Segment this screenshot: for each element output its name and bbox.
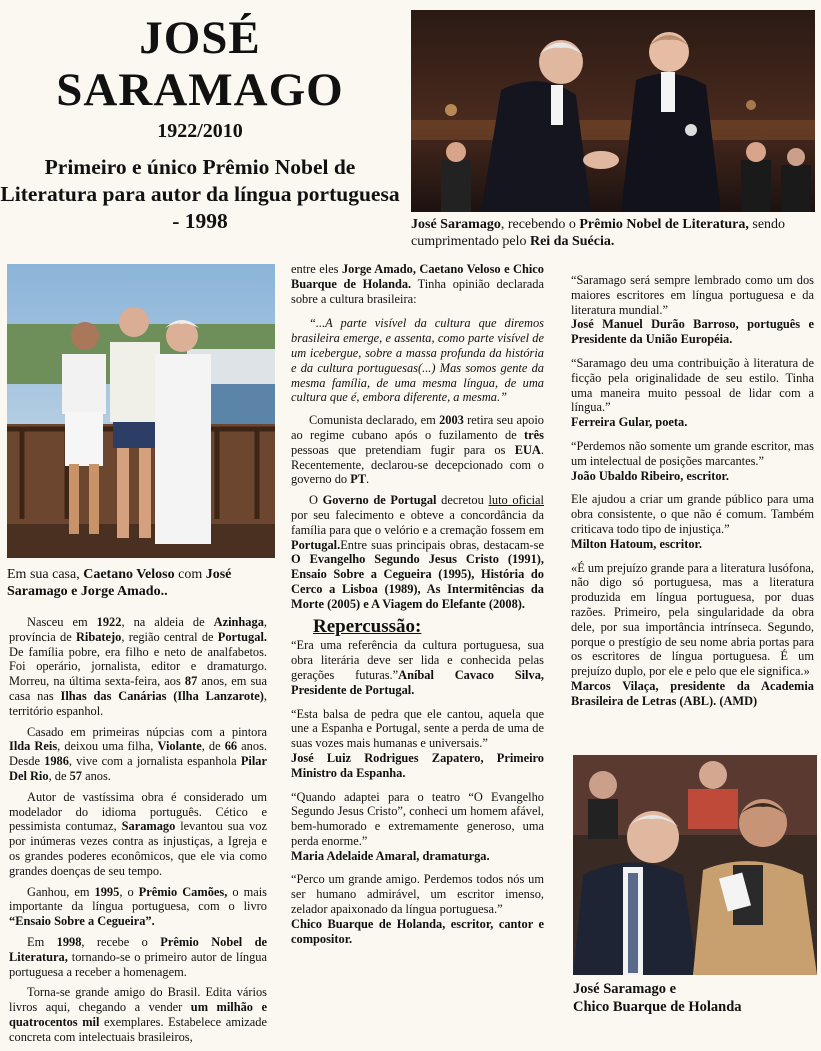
page-title-last: SARAMAGO bbox=[56, 64, 344, 116]
reaction-quote: “Esta balsa de pedra que ele cantou, aquela que une a Espanha e Portugal, sente a perda de uma de suas vozes mais humanas e universais.” José Luiz Rodrigues Zapatero, Primeiro Ministro da Espanha. bbox=[291, 706, 544, 780]
nobel-photo-caption: José Saramago, recebendo o Prêmio Nobel de Literatura, sendo cumprimentado pelo Rei da Suécia. bbox=[411, 217, 786, 249]
politics-paragraph: Comunista declarado, em 2003 retira seu apoio ao regime cubano após o fuzilamento de três pessoas que pretendiam fugir para os EUA. Recentemente, declarou-se decepcionado com o governo do PT. bbox=[291, 413, 544, 487]
bio-paragraph: Torna-se grande amigo do Brasil. Edita vários livros aqui, chegando a vender um milhão e quatrocentos mil exemplares. Estabelece amizade concreta com intelectuais brasileiros, bbox=[9, 985, 267, 1044]
saramago-chico-photo bbox=[573, 755, 817, 975]
reaction-quote: “Saramago será sempre lembrado como um dos maiores escritores em língua portuguesa e da literatura mundial.” José Manuel Durão Barroso, português e Presidente da União Européia. bbox=[571, 273, 814, 347]
reaction-quote: “Era uma referência da cultura portuguesa, sua obra literária deve ser lida e conhecida pelas gerações futuras.”Aníbal Cavaco Silva, Presidente de Portugal. bbox=[291, 638, 544, 697]
bio-paragraph: Ganhou, em 1995, o Prêmio Camões, o mais importante da língua portuguesa, com o livro “Ensaio Sobre a Cegueira”. bbox=[9, 884, 267, 929]
works-paragraph: O Governo de Portugal decretou luto oficial por seu falecimento e obteve a concordância da família para que o velório e a cremação fossem em Portugal.Entre suas principais obras, destacam-se O Evangelho Segundo Jesus Cristo (1991), Ensaio Sobre a Cegueira (1995), História do Cerco a Lisboa (1989), As Intermitências da Morte (2005) e A Viagem do Elefante (2008). bbox=[291, 493, 544, 611]
biography-column bbox=[9, 615, 267, 1051]
reaction-quote: “Perco um grande amigo. Perdemos todos nós um ser humano admirável, um escritor imenso, zelador apaixonado da língua portuguesa.” Chico Buarque de Holanda, escritor, cantor e compositor. bbox=[291, 872, 544, 946]
reaction-quote: «É um prejuízo grande para a literatura lusófona, não digo só portuguesa, mas a literatura produzida em língua portuguesa, por duas razões. Primeiro, pela singularidade da obra dele, por sua importância intrínseca. Segundo, porque o prestígio de seu nome abria portas para os escritores de língua portuguesa. É um prejuízo duplo, por ele e pelo que ele significa.» Marcos Vilaça, presidente da Academia Brasileira de Letras (ABL). (AMD) bbox=[571, 560, 814, 708]
reaction-quote: “Quando adaptei para o teatro “O Evangelho Segundo Jesus Cristo”, conheci um homem afável, bem-humorado e extremamente generoso, uma perda enorme.” Maria Adelaide Amaral, dramaturga. bbox=[291, 789, 544, 863]
bio-paragraph: Em 1998, recebe o Prêmio Nobel de Literatura, tornando-se o primeiro autor de língua portuguesa a receber a homenagem. bbox=[9, 934, 267, 979]
repercussion-heading: Repercussão: bbox=[313, 615, 422, 637]
home-photo-caption: Em sua casa, Caetano Veloso com José Saramago e Jorge Amado.. bbox=[7, 567, 232, 599]
home-photo bbox=[7, 264, 275, 558]
chico-photo-caption: José Saramago e Chico Buarque de Holanda bbox=[573, 981, 742, 1015]
reaction-quote: “Perdemos não somente um grande escritor, mas um intelectual de posições marcantes.” João Ubaldo Ribeiro, escritor. bbox=[571, 438, 814, 483]
nobel-ceremony-photo bbox=[411, 10, 815, 212]
friends-paragraph: entre eles Jorge Amado, Caetano Veloso e Chico Buarque de Holanda. Tinha opinião declarada sobre a cultura brasileira: bbox=[291, 262, 544, 306]
life-years: 1922/2010 bbox=[157, 120, 243, 142]
culture-quote: “...A parte visível da cultura que diremos brasileira emerge, e assenta, como parte visível de um icebergue, sobre a massa profunda da história e da cultura portuguesas(...) Mas somos gente da mesma família, de uma mesma língua, de uma cultura que é, embora diferente, a mesma.” bbox=[291, 316, 544, 405]
bio-paragraph: Casado em primeiras núpcias com a pintora Ilda Reis, deixou uma filha, Violante, de 66 anos. Desde 1986, vive com a jornalista espanhola Pilar Del Rio, de 57 anos. bbox=[9, 724, 267, 783]
page-subtitle: Primeiro e único Prêmio Nobel de Literatura para autor da língua portuguesa - 1998 bbox=[0, 155, 400, 233]
right-column bbox=[571, 273, 814, 718]
page-title-first: JOSÉ bbox=[139, 12, 261, 64]
bio-paragraph: Autor de vastíssima obra é considerado um modelador do idioma português. Cético e pessimista contumaz, Saramago levantou sua voz por inúmeras vezes contra as injustiças, a Igreja e os grandes poderes econômicos, que ele via como grandes doenças de seu tempo. bbox=[9, 789, 267, 878]
reaction-quote: “Saramago deu uma contribuição à literatura de ficção pela originalidade de seu estilo. Tinha uma maneira muito pessoal de lidar com a língua.” Ferreira Gular, poeta. bbox=[571, 355, 814, 430]
middle-column bbox=[291, 262, 544, 955]
bio-paragraph: Nasceu em 1922, na aldeia de Azinhaga, província de Ribatejo, região central de Portugal. De família pobre, era filho e neto de analfabetos. Foi operário, jornalista, editor e dramaturgo. Morreu, na última sexta-feira, aos 87 anos, em sua casa nas Ilhas das Canárias (Ilha Lanzarote), território espanhol. bbox=[9, 615, 267, 718]
reaction-quote: Ele ajudou a criar um grande público para uma obra consistente, o que não é comum. Também criticava todo tipo de injustiça.” Milton Hatoum, escritor. bbox=[571, 492, 814, 551]
